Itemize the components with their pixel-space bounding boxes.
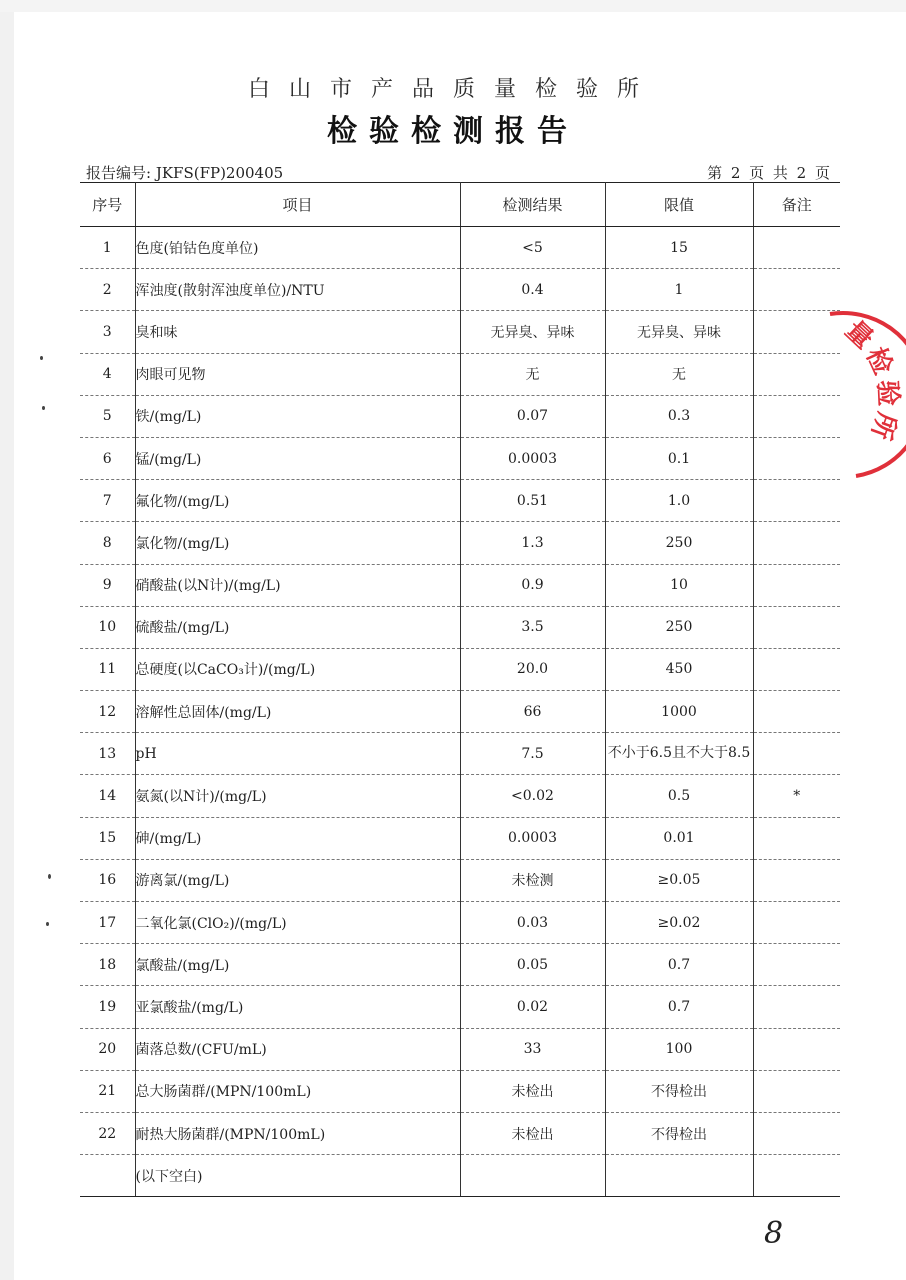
header-item: 项目 bbox=[135, 183, 460, 227]
row-number: 22 bbox=[80, 1112, 135, 1154]
table-row bbox=[80, 480, 840, 522]
row-number: 4 bbox=[80, 353, 135, 395]
row-item: 肉眼可见物 bbox=[135, 353, 460, 395]
row-limit bbox=[605, 1155, 753, 1197]
row-note bbox=[753, 902, 840, 944]
report-number: 报告编号: JKFS(FP)200405 bbox=[86, 164, 284, 182]
row-result: 未检测 bbox=[460, 859, 605, 901]
row-item: 硫酸盐/(mg/L) bbox=[135, 606, 460, 648]
seal-text: 量检验所 bbox=[839, 315, 904, 447]
row-note bbox=[753, 1112, 840, 1154]
row-result: 0.05 bbox=[460, 944, 605, 986]
row-number: 14 bbox=[80, 775, 135, 817]
row-limit-text: 不小于6.5且不大于8.5 bbox=[607, 745, 751, 762]
row-item: (以下空白) bbox=[135, 1155, 460, 1197]
row-result: 0.07 bbox=[460, 395, 605, 437]
page-indicator: 第 2 页 共 2 页 bbox=[707, 164, 832, 182]
scan-edge-left bbox=[0, 0, 14, 1280]
row-number: 12 bbox=[80, 691, 135, 733]
table-row bbox=[80, 353, 840, 395]
row-number: 10 bbox=[80, 606, 135, 648]
row-item: 硝酸盐(以N计)/(mg/L) bbox=[135, 564, 460, 606]
table-row bbox=[80, 269, 840, 311]
row-limit: 0.5 bbox=[605, 775, 753, 817]
row-item: 菌落总数/(CFU/mL) bbox=[135, 1028, 460, 1070]
row-item: 砷/(mg/L) bbox=[135, 817, 460, 859]
table-row bbox=[80, 227, 840, 269]
table-row bbox=[80, 859, 840, 901]
table-row bbox=[80, 986, 840, 1028]
row-limit: 250 bbox=[605, 606, 753, 648]
row-item: 二氧化氯(ClO₂)/(mg/L) bbox=[135, 902, 460, 944]
row-number: 13 bbox=[80, 733, 135, 775]
row-number: 17 bbox=[80, 902, 135, 944]
table-row bbox=[80, 733, 840, 775]
row-note bbox=[753, 1155, 840, 1197]
row-item: 氨氮(以N计)/(mg/L) bbox=[135, 775, 460, 817]
row-limit: 250 bbox=[605, 522, 753, 564]
row-limit: 0.7 bbox=[605, 986, 753, 1028]
row-number: 16 bbox=[80, 859, 135, 901]
row-result: <0.02 bbox=[460, 775, 605, 817]
row-result: 0.0003 bbox=[460, 817, 605, 859]
table-row bbox=[80, 817, 840, 859]
row-item: 铁/(mg/L) bbox=[135, 395, 460, 437]
row-item: 总硬度(以CaCO₃计)/(mg/L) bbox=[135, 648, 460, 690]
row-result: 未检出 bbox=[460, 1112, 605, 1154]
row-result: 7.5 bbox=[460, 733, 605, 775]
row-item: 氟化物/(mg/L) bbox=[135, 480, 460, 522]
row-limit: 不得检出 bbox=[605, 1070, 753, 1112]
row-item: 耐热大肠菌群/(MPN/100mL) bbox=[135, 1112, 460, 1154]
row-limit: ≥0.02 bbox=[605, 902, 753, 944]
row-item: 溶解性总固体/(mg/L) bbox=[135, 691, 460, 733]
handwritten-page-number: 8 bbox=[764, 1216, 784, 1251]
row-result: 无 bbox=[460, 353, 605, 395]
row-result bbox=[460, 1155, 605, 1197]
row-item: 臭和味 bbox=[135, 311, 460, 353]
row-number: 7 bbox=[80, 480, 135, 522]
row-number: 20 bbox=[80, 1028, 135, 1070]
row-result: 0.9 bbox=[460, 564, 605, 606]
scan-edge-top bbox=[0, 0, 906, 12]
row-result: 33 bbox=[460, 1028, 605, 1070]
row-note bbox=[753, 691, 840, 733]
table-row bbox=[80, 395, 840, 437]
row-item: 总大肠菌群/(MPN/100mL) bbox=[135, 1070, 460, 1112]
row-result: 1.3 bbox=[460, 522, 605, 564]
row-note bbox=[753, 522, 840, 564]
table-row bbox=[80, 775, 840, 817]
row-number: 21 bbox=[80, 1070, 135, 1112]
table-row bbox=[80, 564, 840, 606]
row-limit: 0.3 bbox=[605, 395, 753, 437]
row-result: 0.51 bbox=[460, 480, 605, 522]
row-number: 8 bbox=[80, 522, 135, 564]
row-note bbox=[753, 944, 840, 986]
row-number: 1 bbox=[80, 227, 135, 269]
row-note bbox=[753, 227, 840, 269]
row-item: 浑浊度(散射浑浊度单位)/NTU bbox=[135, 269, 460, 311]
row-item: 锰/(mg/L) bbox=[135, 437, 460, 479]
table-row bbox=[80, 1112, 840, 1154]
row-result: 0.0003 bbox=[460, 437, 605, 479]
row-note bbox=[753, 859, 840, 901]
table-row bbox=[80, 648, 840, 690]
scan-speck bbox=[42, 406, 45, 410]
report-title: 检验检测报告 bbox=[327, 114, 579, 149]
row-limit: 1 bbox=[605, 269, 753, 311]
row-result: 3.5 bbox=[460, 606, 605, 648]
row-limit: 不得检出 bbox=[605, 1112, 753, 1154]
row-limit: 1.0 bbox=[605, 480, 753, 522]
row-note bbox=[753, 1028, 840, 1070]
row-item: 氯化物/(mg/L) bbox=[135, 522, 460, 564]
row-item: 色度(铂钴色度单位) bbox=[135, 227, 460, 269]
row-limit: 10 bbox=[605, 564, 753, 606]
row-result: 0.4 bbox=[460, 269, 605, 311]
row-number: 2 bbox=[80, 269, 135, 311]
row-result: 0.03 bbox=[460, 902, 605, 944]
table-row bbox=[80, 1070, 840, 1112]
row-note bbox=[753, 733, 840, 775]
scan-speck bbox=[40, 356, 43, 360]
row-item: pH bbox=[135, 733, 460, 775]
row-result: 无异臭、异味 bbox=[460, 311, 605, 353]
row-note bbox=[753, 817, 840, 859]
row-number bbox=[80, 1155, 135, 1197]
row-limit: 0.7 bbox=[605, 944, 753, 986]
row-limit: 0.01 bbox=[605, 817, 753, 859]
row-note bbox=[753, 606, 840, 648]
row-item: 游离氯/(mg/L) bbox=[135, 859, 460, 901]
institute-name: 白山市产品质量检验所 bbox=[247, 77, 658, 102]
row-limit: 1000 bbox=[605, 691, 753, 733]
header-no: 序号 bbox=[80, 183, 135, 227]
table-row bbox=[80, 437, 840, 479]
table-row bbox=[80, 606, 840, 648]
row-number: 3 bbox=[80, 311, 135, 353]
row-number: 6 bbox=[80, 437, 135, 479]
header-note: 备注 bbox=[753, 183, 840, 227]
row-number: 15 bbox=[80, 817, 135, 859]
table-row bbox=[80, 311, 840, 353]
svg-text:量检验所 bbox=[839, 315, 904, 447]
row-result: 0.02 bbox=[460, 986, 605, 1028]
row-number: 9 bbox=[80, 564, 135, 606]
results-table bbox=[80, 182, 840, 1197]
row-limit: 无异臭、异味 bbox=[605, 311, 753, 353]
row-limit: 450 bbox=[605, 648, 753, 690]
row-note: * bbox=[753, 775, 840, 817]
row-result: <5 bbox=[460, 227, 605, 269]
row-limit: ≥0.05 bbox=[605, 859, 753, 901]
row-note bbox=[753, 986, 840, 1028]
row-result: 66 bbox=[460, 691, 605, 733]
row-item: 亚氯酸盐/(mg/L) bbox=[135, 986, 460, 1028]
table-header-row bbox=[80, 183, 840, 227]
row-number: 11 bbox=[80, 648, 135, 690]
row-note bbox=[753, 1070, 840, 1112]
table-row bbox=[80, 944, 840, 986]
table-row bbox=[80, 1155, 840, 1197]
row-result: 未检出 bbox=[460, 1070, 605, 1112]
report-meta bbox=[80, 160, 840, 182]
row-number: 18 bbox=[80, 944, 135, 986]
row-note bbox=[753, 564, 840, 606]
header-limit: 限值 bbox=[605, 183, 753, 227]
table-row bbox=[80, 522, 840, 564]
row-number: 19 bbox=[80, 986, 135, 1028]
table-body bbox=[80, 227, 840, 1197]
row-result: 20.0 bbox=[460, 648, 605, 690]
row-note bbox=[753, 648, 840, 690]
header-result: 检测结果 bbox=[460, 183, 605, 227]
row-limit: 15 bbox=[605, 227, 753, 269]
row-number: 5 bbox=[80, 395, 135, 437]
scan-speck bbox=[48, 874, 51, 879]
scan-speck bbox=[46, 922, 49, 926]
table-row bbox=[80, 1028, 840, 1070]
row-limit bbox=[605, 733, 753, 775]
table-row bbox=[80, 691, 840, 733]
table-row bbox=[80, 902, 840, 944]
inspection-seal bbox=[808, 300, 906, 490]
row-limit: 无 bbox=[605, 353, 753, 395]
row-limit: 100 bbox=[605, 1028, 753, 1070]
row-item: 氯酸盐/(mg/L) bbox=[135, 944, 460, 986]
row-limit: 0.1 bbox=[605, 437, 753, 479]
